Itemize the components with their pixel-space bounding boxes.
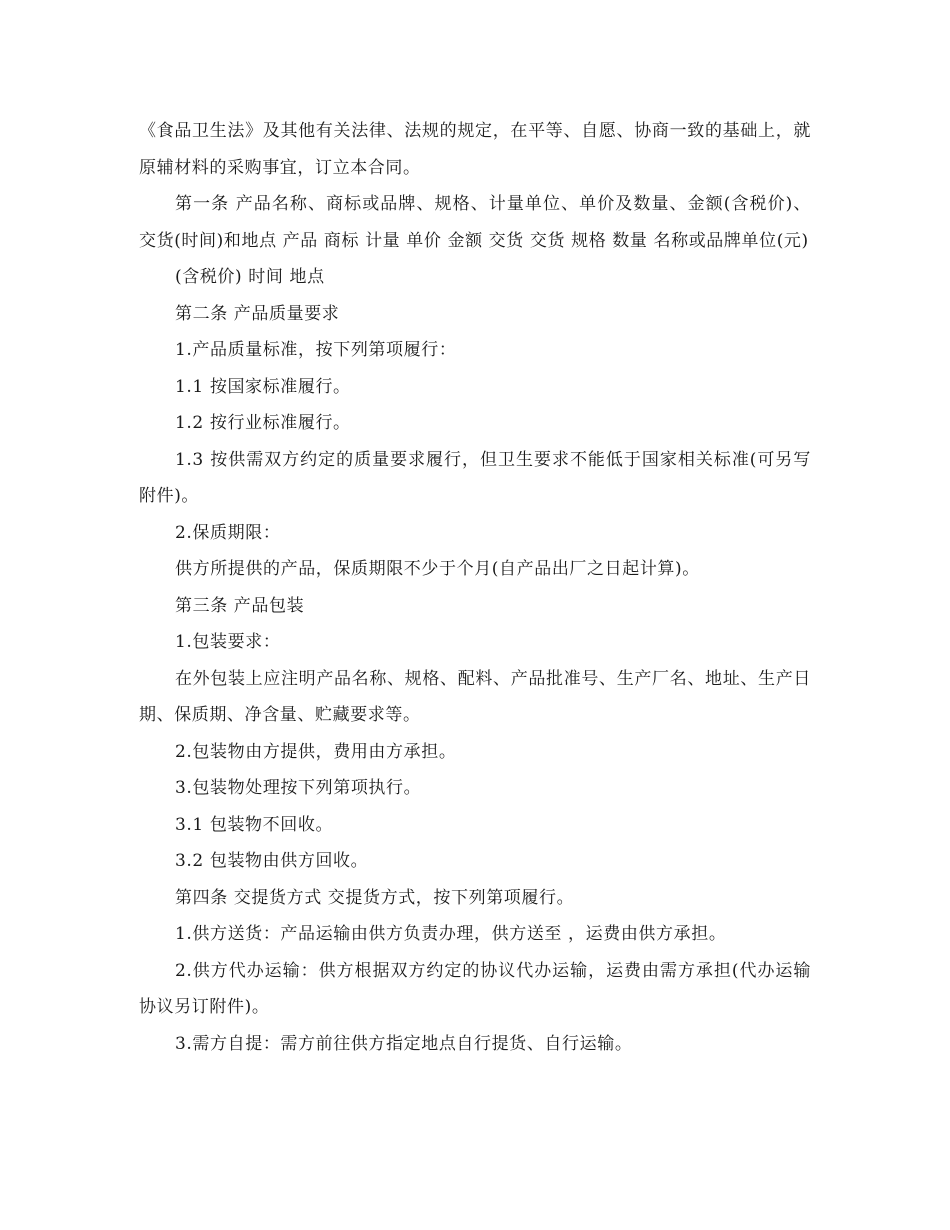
quality-option-1-1: 1.1 按国家标准履行。 <box>175 376 351 397</box>
paragraph-legal-basis: 《食品卫生法》及其他有关法律、法规的规定，在平等、自愿、协商一致的基础上，就原辅材料的采购事宜，订立本合同。 <box>139 121 811 178</box>
article-4-heading: 第四条 交提货方式 交提货方式，按下列第项履行。 <box>175 887 575 908</box>
article-3-heading: 第三条 产品包装 <box>175 595 305 616</box>
delivery-option-2: 2.供方代办运输：供方根据双方约定的协议代办运输，运费由需方承担(代办运输协议另订附件)。 <box>139 960 811 1017</box>
quality-option-1-3: 1.3 按供需双方约定的质量要求履行，但卫生要求不能低于国家相关标准(可另写附件)。 <box>139 449 811 506</box>
packaging-requirement-detail: 在外包装上应注明产品名称、规格、配料、产品批准号、生产厂名、地址、生产日期、保质期、净含量、贮藏要求等。 <box>139 668 811 725</box>
packaging-option-3-2: 3.2 包装物由供方回收。 <box>175 851 369 871</box>
packaging-requirement-item: 1.包装要求： <box>175 632 281 652</box>
article-2-heading: 第二条 产品质量要求 <box>175 303 340 324</box>
packaging-handling-item: 3.包装物处理按下列第项执行。 <box>175 778 422 798</box>
packaging-supply-item: 2.包装物由方提供，费用由方承担。 <box>175 741 457 762</box>
quality-option-1-2: 1.2 按行业标准履行。 <box>175 413 351 433</box>
article-1-table-header-continued: (含税价) 时间 地点 <box>175 267 325 287</box>
article-1-heading: 第一条 产品名称、商标或品牌、规格、计量单位、单价及数量、金额(含税价)、交货(时间)和地点 产品 商标 计量 单价 金额 交货 交货 规格 数量 名称或品牌单位(元) <box>139 194 811 251</box>
quality-standard-item: 1.产品质量标准，按下列第项履行： <box>175 340 457 360</box>
document-body <box>139 113 811 1062</box>
packaging-option-3-1: 3.1 包装物不回收。 <box>175 814 334 835</box>
delivery-option-1: 1.供方送货：产品运输由供方负责办理，供方送至 ，运费由供方承担。 <box>175 924 727 944</box>
shelf-life-detail: 供方所提供的产品，保质期限不少于个月(自产品出厂之日起计算)。 <box>175 559 700 579</box>
delivery-option-3: 3.需方自提：需方前往供方指定地点自行提货、自行运输。 <box>175 1033 633 1054</box>
shelf-life-item: 2.保质期限： <box>175 522 281 543</box>
